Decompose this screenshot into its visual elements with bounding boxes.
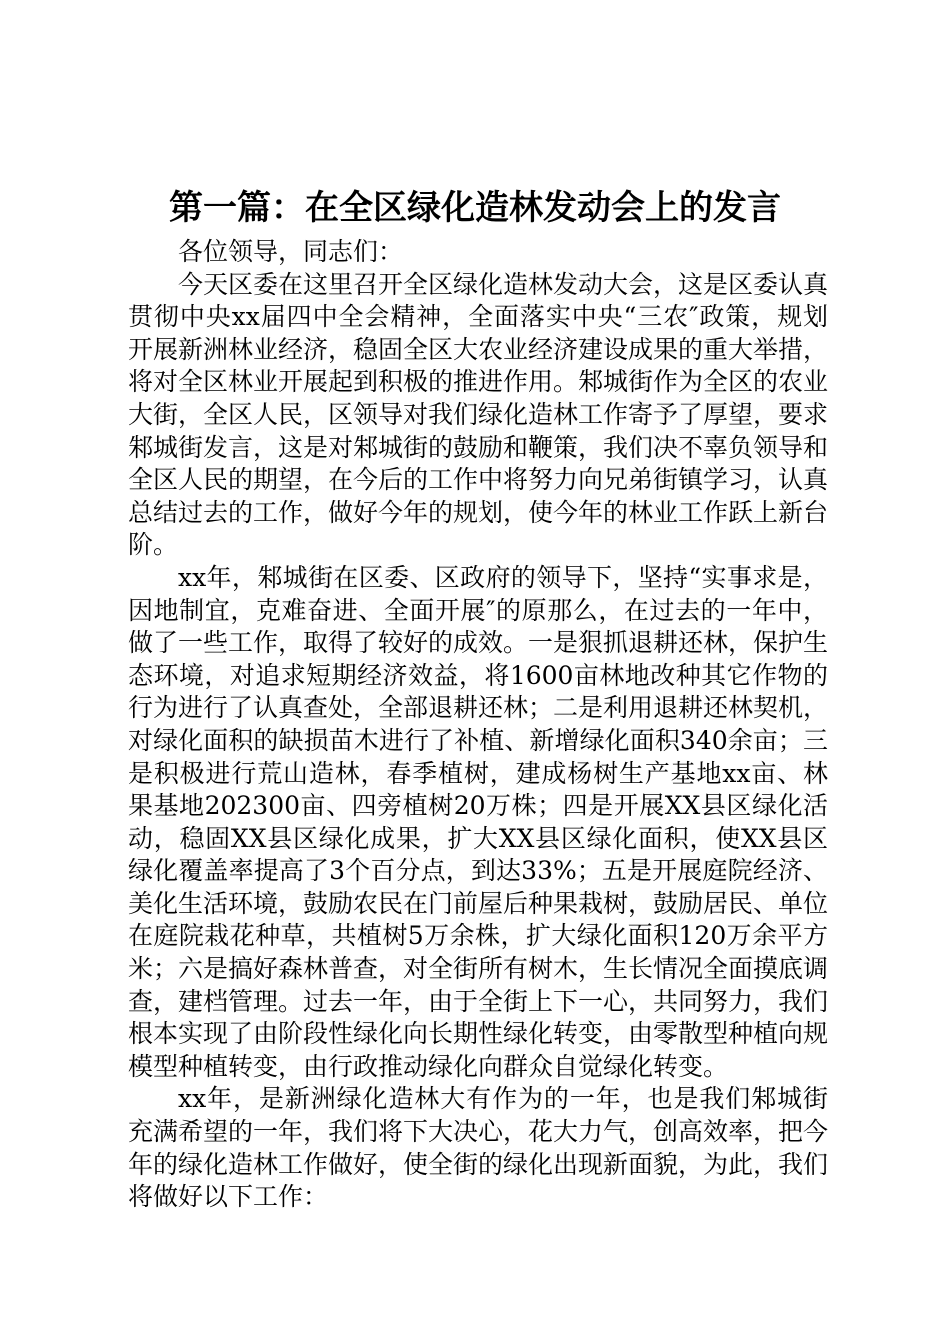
paragraph-salutation: 各位领导，同志们： (178, 237, 404, 266)
document-body (128, 236, 828, 1214)
document-title: 第一篇：在全区绿化造林发动会上的发言 (169, 188, 781, 228)
paragraph-1: 今天区委在这里召开全区绿化造林发动大会，这是区委认真贯彻中央xx届四中全会精神，全面落实中央“三农″政策，规划开展新洲林业经济，稳固全区大农业经济建设成果的重大举措，将对全区林业开展起到积极的推进作用。邾城街作为全区的农业大街，全区人民，区领导对我们绿化造林工作寄予了厚望，要求邾城街发言，这是对邾城街的鼓励和鞭策，我们决不辜负领导和全区人民的期望，在今后的工作中将努力向兄弟街镇学习，认真总结过去的工作，做好今年的规划，使今年的林业工作跃上新台阶。 (128, 269, 829, 560)
paragraph-2: xx年，邾城街在区委、区政府的领导下，坚持“实事求是，因地制宜，克难奋进、全面开展″的原那么，在过去的一年中，做了一些工作，取得了较好的成效。一是狠抓退耕还林，保护生态环境，对追求短期经济效益，将1600亩林地改种其它作物的行为进行了认真查处，全部退耕还林；二是利用退耕还林契机，对绿化面积的缺损苗木进行了补植、新增绿化面积340余亩；三是积极进行荒山造林，春季植树，建成杨树生产基地xx亩、林果基地202300亩、四旁植树20万株；四是开展XX县区绿化活动，稳固XX县区绿化成果，扩大XX县区绿化面积，使XX县区绿化覆盖率提高了3个百分点，到达33%；五是开展庭院经济、美化生活环境，鼓励农民在门前屋后种果栽树，鼓励居民、单位在庭院栽花种草，共植树5万余株，扩大绿化面积120万余平方米；六是搞好森林普查，对全街所有树木，生长情况全面摸底调查，建档管理。过去一年，由于全街上下一心，共同努力，我们根本实现了由阶段性绿化向长期性绿化转变，由零散型种植向规模型种植转变，由行政推动绿化向群众自觉绿化转变。 (128, 562, 829, 1081)
paragraph-3: xx年，是新洲绿化造林大有作为的一年，也是我们邾城街充满希望的一年，我们将下大决心，花大力气，创高效率，把今年的绿化造林工作做好，使全街的绿化出现新面貌，为此，我们将做好以下工作： (128, 1084, 829, 1212)
